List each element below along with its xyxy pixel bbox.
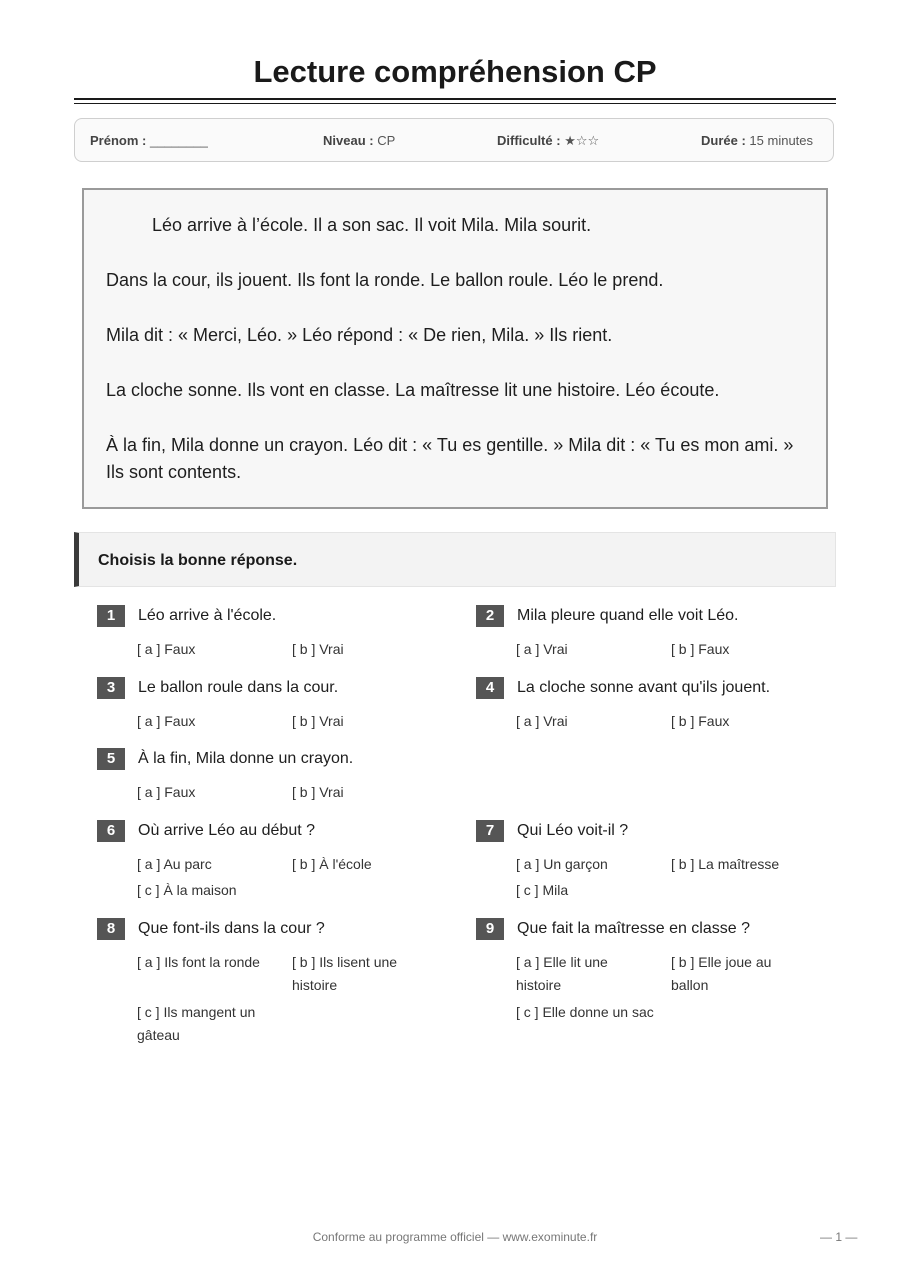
question-number: 1 — [97, 605, 125, 627]
answer-option[interactable]: [ a ] Faux — [137, 641, 196, 657]
question-number: 9 — [476, 918, 504, 940]
question-number: 2 — [476, 605, 504, 627]
info-duree — [701, 133, 813, 148]
question-text: À la fin, Mila donne un crayon. — [138, 750, 354, 767]
question-text: Léo arrive à l'école. — [138, 607, 277, 624]
page-number: — 1 — — [820, 1230, 858, 1244]
duree-label: Durée : — [701, 133, 746, 148]
title-divider — [74, 98, 836, 100]
info-niveau — [323, 133, 395, 148]
reading-passage — [82, 188, 828, 509]
passage-paragraph: Mila dit : « Merci, Léo. » Léo répond : « De rien, Mila. » Ils rient. — [106, 325, 613, 345]
answer-option[interactable]: [ b ] Vrai — [292, 784, 344, 800]
passage-paragraph: Dans la cour, ils jouent. Ils font la ronde. Le ballon roule. Léo le prend. — [106, 270, 664, 290]
question-number: 4 — [476, 677, 504, 699]
question-text: Que fait la maîtresse en classe ? — [517, 920, 750, 937]
difficulte-stars: ★☆☆ — [564, 133, 600, 148]
answer-option[interactable]: [ b ] Elle joue au ballon — [671, 954, 772, 993]
answer-option[interactable]: [ b ] À l'école — [292, 856, 372, 872]
page-title: Lecture compréhension CP — [253, 54, 657, 89]
answer-option[interactable]: [ a ] Vrai — [516, 641, 568, 657]
answer-option[interactable]: [ c ] Elle donne un sac — [516, 1004, 654, 1020]
niveau-value: CP — [377, 133, 396, 148]
question-text: La cloche sonne avant qu'ils jouent. — [517, 679, 771, 696]
answer-option[interactable]: [ b ] Vrai — [292, 641, 344, 657]
answer-option[interactable]: [ a ] Elle lit une histoire — [516, 954, 608, 993]
passage-paragraph: À la fin, Mila donne un crayon. Léo dit : « Tu es gentille. » Mila dit : « Tu es mon ami. » Ils sont contents. — [106, 435, 794, 482]
answer-option[interactable]: [ b ] Faux — [671, 641, 730, 657]
niveau-label: Niveau : — [323, 133, 374, 148]
question-text: Le ballon roule dans la cour. — [138, 679, 339, 696]
exercise-instruction: Choisis la bonne réponse. — [74, 532, 836, 587]
question-number: 8 — [97, 918, 125, 940]
answer-option[interactable]: [ b ] Faux — [671, 713, 730, 729]
question-text: Où arrive Léo au début ? — [138, 822, 316, 839]
answer-option[interactable]: [ b ] Ils lisent une histoire — [292, 954, 398, 993]
question-number: 6 — [97, 820, 125, 842]
passage-paragraph: La cloche sonne. Ils vont en classe. La maîtresse lit une histoire. Léo écoute. — [106, 380, 720, 400]
passage-paragraph: Léo arrive à l’école. Il a son sac. Il voit Mila. Mila sourit. — [152, 215, 592, 235]
answer-option[interactable]: [ a ] Faux — [137, 713, 196, 729]
difficulte-label: Difficulté : — [497, 133, 561, 148]
answer-option[interactable]: [ c ] Mila — [516, 882, 569, 898]
question-text: Mila pleure quand elle voit Léo. — [517, 607, 739, 624]
question-text: Qui Léo voit-il ? — [517, 822, 629, 839]
info-prenom — [90, 133, 208, 148]
answer-option[interactable]: [ a ] Vrai — [516, 713, 568, 729]
question-number: 3 — [97, 677, 125, 699]
title-divider-thin — [74, 103, 836, 104]
answer-option[interactable]: [ b ] La maîtresse — [671, 856, 780, 872]
footer-text: Conforme au programme officiel — www.exominute.fr — [312, 1230, 598, 1244]
prenom-label: Prénom : — [90, 133, 147, 148]
answer-option[interactable]: [ c ] Ils mangent un gâteau — [137, 1004, 256, 1043]
question-text: Que font-ils dans la cour ? — [138, 920, 325, 937]
duree-value: 15 minutes — [749, 133, 814, 148]
answer-option[interactable]: [ a ] Au parc — [137, 856, 212, 872]
answer-option[interactable]: [ b ] Vrai — [292, 713, 344, 729]
info-bar — [74, 118, 834, 162]
info-difficulte — [497, 133, 599, 149]
answer-option[interactable]: [ c ] À la maison — [137, 882, 237, 898]
answer-option[interactable]: [ a ] Faux — [137, 784, 196, 800]
question-number: 7 — [476, 820, 504, 842]
answer-option[interactable]: [ a ] Ils font la ronde — [137, 954, 260, 970]
question-number: 5 — [97, 748, 125, 770]
answer-option[interactable]: [ a ] Un garçon — [516, 856, 608, 872]
prenom-value[interactable]: ________ — [149, 133, 208, 148]
